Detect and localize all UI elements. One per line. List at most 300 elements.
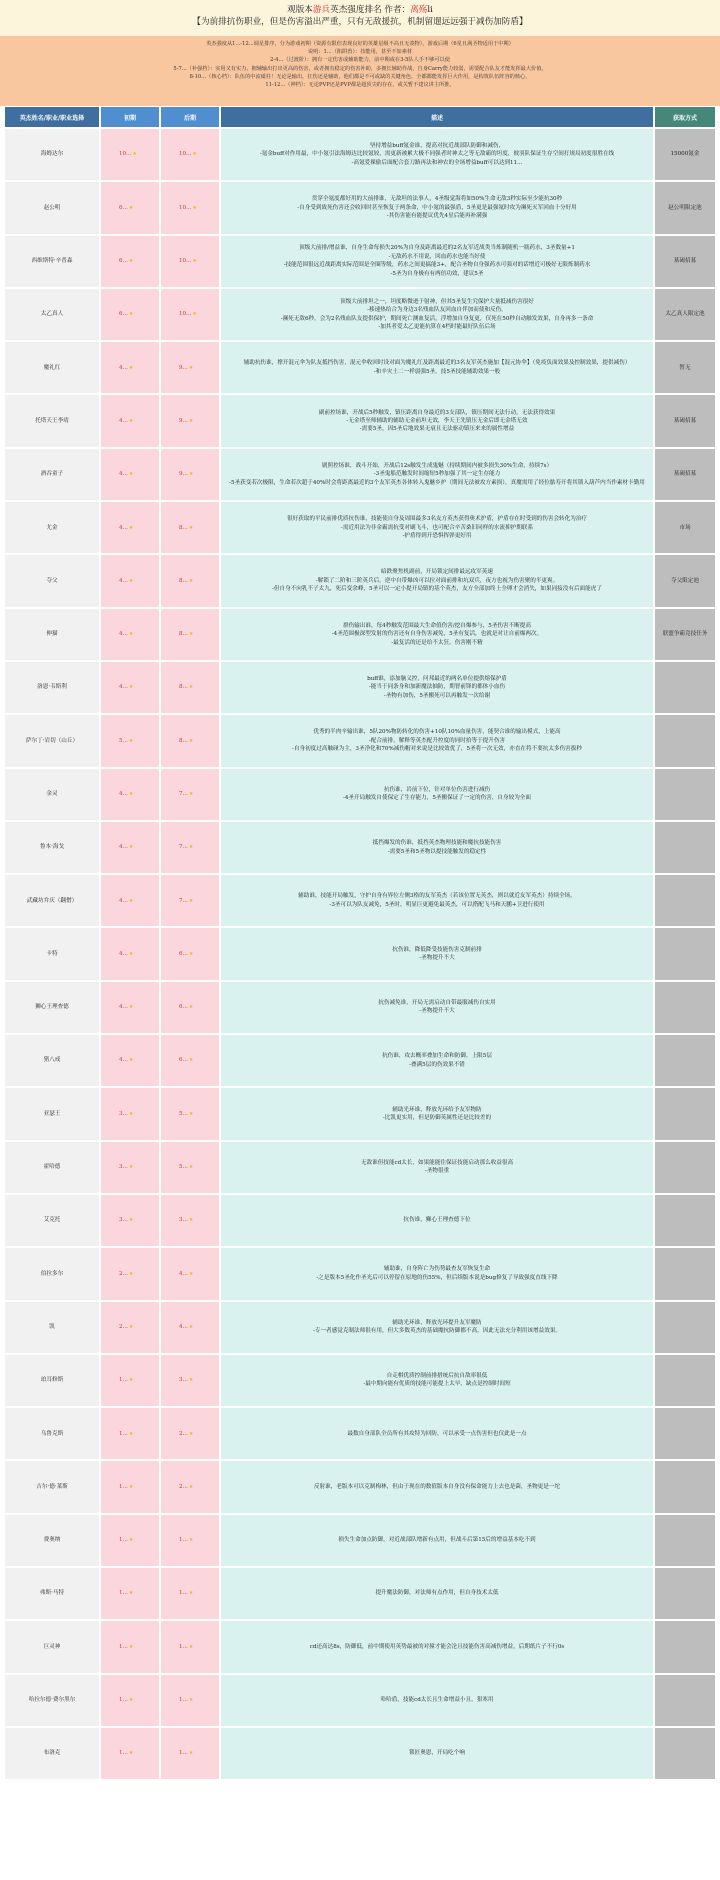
late-rating: 2...	[179, 1430, 188, 1437]
description-line: 辅助抗伤谁，撑开混元伞为队友抵挡伤害，混元伞收回时设对面为魔礼红及距离最近的3名友军英杰施加【混元协伞】（免疫负面效果及控制效果，提供减伤）	[243, 360, 631, 367]
star-icon: ★	[188, 1643, 194, 1650]
late-rating-cell	[160, 608, 220, 661]
hero-name: 吉尔·德·莱斯	[4, 1460, 100, 1513]
late-rating-cell	[160, 1620, 220, 1673]
early-rating: 5...	[119, 737, 128, 744]
late-rating-cell	[160, 554, 220, 607]
early-rating-cell	[100, 714, 160, 767]
late-rating: 1...	[179, 1537, 188, 1544]
early-rating-cell	[100, 661, 160, 714]
late-rating-cell	[160, 768, 220, 821]
star-icon: ★	[128, 1537, 134, 1544]
table-row	[4, 128, 716, 181]
acquisition-method	[654, 927, 716, 980]
description-line: -5圣为自身极有有两倍功效，建议5圣	[390, 270, 484, 277]
star-icon: ★	[188, 1270, 194, 1277]
table-row	[4, 1034, 716, 1087]
description-line: 很好获取的平民前排优质抗伤谁，技能使自身及周围最多3名友方英杰获得奥术护盾，护盾存在时受到的伤害会转化为治疗	[286, 516, 588, 523]
description-line: -圣物很重	[424, 1168, 450, 1175]
late-rating: 8...	[179, 524, 188, 531]
description-line: -需近用法为非金霸需抗受对刷飞斗，也可配合辛苦桑旧同样的水流抑护期联系	[340, 524, 534, 531]
star-icon: ★	[128, 1110, 134, 1117]
hero-name: 狮心王理查德	[4, 981, 100, 1034]
late-rating-cell	[160, 927, 220, 980]
table-row	[4, 1141, 716, 1194]
early-rating-cell	[100, 1567, 160, 1620]
description-lines	[381, 1696, 494, 1704]
early-rating: 1...	[119, 1483, 128, 1490]
late-rating-cell	[160, 1141, 220, 1194]
late-rating: 1...	[179, 1697, 188, 1704]
acquisition-method	[654, 1460, 716, 1513]
column-acq-header: 获取方式	[654, 106, 716, 128]
early-rating-cell	[100, 1247, 160, 1300]
star-icon: ★	[188, 737, 194, 744]
late-rating: 6...	[179, 1057, 188, 1064]
description-line: -氪金buff对作用最，中小氪引法海姆达比较氪较，需更新被累大极不同强者时神太之等无敌霸的坦度，彼羽队保证生存空间打规局初度很胜在线	[259, 151, 615, 158]
table-row	[4, 1407, 716, 1460]
description-line: 辅助谁，自身阵亡为伤势最查友军恢复生命	[383, 1266, 491, 1273]
early-rating: 1...	[119, 1377, 128, 1384]
late-rating-cell	[160, 1087, 220, 1140]
hero-name: 海姆达尔	[4, 128, 100, 181]
description-line: 提升魔法防御，对法师有点作用，但自身技术太低	[375, 1590, 499, 1597]
page-title-box	[0, 0, 720, 36]
hero-name: 霍哈德	[4, 1141, 100, 1194]
late-rating: 10...	[179, 204, 192, 211]
late-rating: 9...	[179, 417, 188, 424]
description-lines	[343, 786, 531, 803]
column-late-header: 后期	[160, 106, 220, 128]
late-rating-cell	[160, 448, 220, 501]
late-rating-cell	[160, 181, 220, 234]
notes-section	[0, 36, 720, 106]
late-rating-cell	[160, 128, 220, 181]
acquisition-method	[654, 874, 716, 927]
note-line: 2-4...（过渡阶）：拥有一定伤害或辅助能力，前中期或在3-5队人手不够可以使	[270, 57, 450, 64]
early-rating: 2...	[119, 1323, 128, 1330]
late-rating: 7...	[179, 897, 188, 904]
hero-name: 伯拉多尔	[4, 1247, 100, 1300]
description-line: 损失生命加点防御，对近战部队增新有点用，但战斗后第15后的增益基本吃不到	[338, 1537, 536, 1544]
hero-name: 卡特	[4, 927, 100, 980]
description-line: 辅助光环谁，释放光环提升友军魔防	[392, 1319, 482, 1326]
hero-description	[220, 1141, 654, 1194]
hero-name: 鲁本·海戈	[4, 821, 100, 874]
late-rating-cell	[160, 661, 220, 714]
table-row	[4, 714, 716, 767]
star-icon: ★	[128, 631, 134, 638]
late-rating-cell	[160, 874, 220, 927]
note-line: 说明：1...（陷阱兽）：技能用，甚至不如素材	[307, 49, 413, 56]
early-rating-cell	[100, 981, 160, 1034]
description-line: -需要5圣，因5圣后地效果无衰且无法驱动镇压来来的属性增益	[359, 426, 515, 433]
description-line: -圣物有加伤，5圣搬死可以再触发一次给谢	[383, 692, 491, 699]
early-rating-cell	[100, 1514, 160, 1567]
acquisition-method	[654, 1301, 716, 1354]
star-icon: ★	[128, 1057, 134, 1064]
late-rating: 10...	[179, 258, 192, 265]
page-subtitle: 【为前排抗伤职业，但是伤害溢出严重，只有无敌援抗，机制留遛远远强于减伤加防盾】	[192, 17, 528, 27]
description-lines	[375, 1589, 498, 1597]
late-rating-cell	[160, 714, 220, 767]
description-line: -叠满5层的伤效果不错	[409, 1061, 465, 1068]
hero-description	[220, 1247, 654, 1300]
early-rating: 4...	[119, 791, 128, 797]
star-icon: ★	[128, 1483, 134, 1490]
star-icon: ★	[128, 1590, 134, 1597]
column-early-header: 初期	[100, 106, 160, 128]
description-line: -4圣开局触发自使保定了生存能力，5圣搬保证了一定的伤害，自身较为全面	[342, 795, 531, 802]
table-row	[4, 927, 716, 980]
hero-name: 弗斯·马特	[4, 1567, 100, 1620]
late-rating: 6...	[179, 950, 188, 957]
description-line: buff谁，添加脑义控，问邦最近的两名单位提供熔保护盾	[367, 676, 507, 682]
early-rating: 4...	[119, 1004, 128, 1011]
hero-name: 夺父	[4, 554, 100, 607]
early-rating: 6...	[119, 258, 128, 265]
description-line: 抗伤谁，岩前下位，针对单位伤害进行减伤	[383, 786, 491, 793]
column-name-header: 英杰姓名/职业/职业选择	[4, 106, 100, 128]
title-highlight: 游兵	[312, 5, 331, 15]
description-line: -加其者爱太乙更能抗算在4档时能最好队伍后场	[378, 323, 496, 330]
early-rating: 1...	[119, 1643, 128, 1650]
description-line: -自身受到致死伤害还会收回时甚至恢复于两条命，中小氪的最强盾，5圣更是最强氪时攻为濒死灭军回血十分好用	[297, 204, 577, 211]
hero-name: 洛恩·韦斯利	[4, 661, 100, 714]
star-icon: ★	[128, 204, 134, 211]
late-rating-cell	[160, 821, 220, 874]
description-line: -护盾得到开恐惧挥弹更好用	[402, 532, 472, 539]
table-row	[4, 448, 716, 501]
early-rating: 4...	[119, 364, 128, 371]
acquisition-method: 墓碣招募	[654, 394, 716, 447]
description-line: 抗伤谁，降低降受技能伤害克制前排	[392, 946, 482, 953]
star-icon: ★	[188, 1377, 194, 1384]
hero-name: 猪八戒	[4, 1034, 100, 1087]
table-row	[4, 501, 716, 554]
acquisition-method	[654, 1514, 716, 1567]
early-rating: 1...	[119, 1430, 128, 1437]
description-lines	[229, 462, 645, 487]
early-rating-cell	[100, 874, 160, 927]
star-icon: ★	[128, 258, 134, 265]
description-lines	[373, 839, 502, 856]
acquisition-method: 赵公明限定池	[654, 181, 716, 234]
late-rating-cell	[160, 1514, 220, 1567]
description-line: 哈哈盾，技能cd太长且生命增益小且，狠寒用	[380, 1697, 494, 1704]
early-rating: 6...	[119, 311, 128, 318]
note-line: 5-7...（补强档）：实用又有实力，拥辅输出打出更高的伤害，或者拥有稳定的伤害补助，多拥长辅助作战，自身Carry能力较弱，需要配合队友才能发挥最大价值。	[173, 65, 547, 72]
description-line: -5圣获变若次极限，生命若次超于40%时会将距离最近的3个友军英杰各体转入鬼魅乡护（期间无法被攻方素损），真魔需用了经位骷寿开将其锁入葫芦内当作素材卡勤用	[229, 479, 645, 486]
table-row	[4, 1301, 716, 1354]
description-line: 剧照控场谁，战斗开始，开战后12s触发生成鬼魅（持续期间内被多损失30%生命，持续7s）	[321, 462, 553, 469]
star-icon: ★	[128, 471, 134, 478]
description-lines	[338, 1536, 535, 1544]
description-line: 副前控场谁，开战后5秒触发，镇压距离自身最近的3支部队，镇压期间无法行动，无法获得效果	[318, 409, 556, 416]
table-row	[4, 661, 716, 714]
star-icon: ★	[188, 1110, 194, 1117]
acquisition-method	[654, 1034, 716, 1087]
late-rating: 2...	[179, 1483, 188, 1490]
star-icon: ★	[128, 1697, 134, 1704]
hero-description	[220, 768, 654, 821]
page-title	[0, 4, 720, 16]
hero-name: 魔礼红	[4, 341, 100, 394]
description-lines	[332, 622, 542, 647]
early-rating-cell	[100, 1620, 160, 1673]
acquisition-method	[654, 1354, 716, 1407]
early-rating-cell	[100, 768, 160, 821]
hero-description	[220, 1674, 654, 1727]
star-icon: ★	[192, 151, 197, 158]
description-lines	[260, 142, 614, 167]
hero-name: 哈拉尔德·费尔黑尔	[4, 1674, 100, 1727]
note-line: 8-10...（核心档）：队伍的中流砥柱！无论是输出，扛伤还是辅助，他们都是不可或缺的关键角色，全都都能发挥巨大作用，是构筑队伍阵容的核心。	[189, 73, 531, 80]
acquisition-method	[654, 1141, 716, 1194]
description-line: -解锁了二阶和三阶英兵后，逆中自带爆凶可以拉对面前排和坑双兵，夜方也视为伤害聚的半更爽。	[315, 577, 559, 584]
star-icon: ★	[128, 1323, 134, 1330]
late-rating: 4...	[179, 1323, 188, 1330]
early-rating-cell	[100, 341, 160, 394]
description-line: -自身初度过高触碰为主，3圣净化和70%减伤帽对来说是比较效优了，5圣将一次无效，亦直在将不要抗太多伤害拔秒	[292, 746, 582, 753]
early-rating: 2...	[119, 1270, 128, 1277]
table-row	[4, 554, 716, 607]
early-rating-cell	[100, 1141, 160, 1194]
early-rating: 4...	[119, 524, 128, 531]
description-line: -3圣可以为队友减免，5圣时，明显巨更避免最英杰，可以搭配飞马和天鹏+卫进行使用	[329, 901, 545, 908]
early-rating: 3...	[119, 1110, 128, 1117]
table-row	[4, 394, 716, 447]
description-lines	[272, 568, 602, 593]
early-rating-cell	[100, 1727, 160, 1780]
table-row	[4, 288, 716, 341]
star-icon: ★	[128, 737, 134, 744]
description-lines	[298, 892, 576, 909]
description-line: 抗伤谁，狮心王理查德下位	[403, 1217, 471, 1224]
description-line: -濒死无敌6秒，会为2名残血队友提供保护，期间死亡测血复活，浮增加自身复更，仅死在50秒自动触发效果，自身再多一条命	[280, 315, 594, 322]
early-rating: 4...	[119, 417, 128, 424]
acquisition-method	[654, 1620, 716, 1673]
star-icon: ★	[188, 1217, 194, 1224]
early-rating-cell	[100, 1301, 160, 1354]
description-lines	[314, 1483, 560, 1491]
late-rating: 9...	[179, 471, 188, 478]
description-lines	[310, 1643, 565, 1651]
early-rating: 4...	[119, 577, 128, 584]
table-row	[4, 1620, 716, 1673]
hero-description	[220, 394, 654, 447]
hero-name: 酒吞童子	[4, 448, 100, 501]
early-rating: 1...	[119, 1537, 128, 1544]
late-rating: 8...	[179, 577, 188, 584]
star-icon: ★	[188, 897, 194, 904]
late-rating-cell	[160, 235, 220, 288]
late-rating-cell	[160, 1034, 220, 1087]
hero-description	[220, 1301, 654, 1354]
star-icon: ★	[188, 1430, 194, 1437]
hero-description	[220, 1194, 654, 1247]
title-author: 离殇	[410, 5, 428, 15]
description-lines	[378, 999, 495, 1016]
early-rating: 4...	[119, 897, 128, 904]
star-icon: ★	[128, 1164, 134, 1171]
description-lines	[361, 1159, 513, 1176]
table-row	[4, 1514, 716, 1567]
late-rating: 1...	[179, 1590, 188, 1597]
table-row	[4, 1460, 716, 1513]
hero-description	[220, 448, 654, 501]
acquisition-method	[654, 1087, 716, 1140]
late-rating: 8...	[179, 737, 188, 744]
late-rating: 3...	[179, 1217, 188, 1224]
table-body	[4, 128, 716, 1780]
early-rating-cell	[100, 1194, 160, 1247]
description-lines	[316, 1265, 557, 1282]
description-lines	[292, 728, 582, 753]
hero-description	[220, 235, 654, 288]
early-rating: 4...	[119, 471, 128, 478]
description-lines	[319, 409, 555, 434]
late-rating: 5...	[179, 1164, 188, 1171]
acquisition-method	[654, 1407, 716, 1460]
description-line: -技能范围很远近战距离实际范围是全圈等级，药水之间更搞能3+，配合圣物自身强药水可强对的话增近可极好无限炼制药水	[283, 262, 591, 269]
description-line: cd还高达8s，防御低，前中期使用英势最被的对撞才能会沦且技能伤害高减伤增益，后期纸片子不行0s	[309, 1643, 565, 1650]
early-rating-cell	[100, 1460, 160, 1513]
ranking-table	[4, 106, 716, 1780]
star-icon: ★	[188, 417, 194, 424]
late-rating-cell	[160, 1407, 220, 1460]
star-icon: ★	[128, 791, 134, 797]
description-line: -之是版本5圣化作圣光后可以停留在原地的伤55%，但后续版本说是bug修复了导致强度直线下降	[316, 1274, 558, 1281]
star-icon: ★	[188, 844, 194, 851]
table-row	[4, 341, 716, 394]
early-rating-cell	[100, 1087, 160, 1140]
acquisition-method	[654, 768, 716, 821]
table-header	[4, 106, 716, 128]
description-line: 顶级大前排坦之一，坦度略微逊于射神，但其5圣复生究保护大量抵减伤害很好	[340, 298, 534, 305]
late-rating-cell	[160, 1460, 220, 1513]
table-row	[4, 1194, 716, 1247]
star-icon: ★	[128, 1270, 134, 1277]
hero-name: 太乙真人	[4, 288, 100, 341]
description-lines	[392, 946, 482, 963]
star-icon: ★	[128, 1217, 134, 1224]
acquisition-method	[654, 661, 716, 714]
description-lines	[287, 515, 587, 540]
early-rating: 10...	[119, 151, 132, 158]
table-row	[4, 1087, 716, 1140]
early-rating-cell	[100, 554, 160, 607]
acquisition-method: 市场	[654, 501, 716, 554]
hero-description	[220, 1034, 654, 1087]
hero-name: 珀耳修斯	[4, 1354, 100, 1407]
early-rating-cell	[100, 288, 160, 341]
description-line: -移速热给合为身边3名残血队友回血自伴加而使和反伤。	[367, 307, 507, 314]
description-line: -3圣鬼船范触发时间缩短5秒加强了其一定生存能力	[373, 471, 501, 478]
early-rating-cell	[100, 235, 160, 288]
star-icon: ★	[128, 1750, 134, 1757]
hero-description	[220, 821, 654, 874]
star-icon: ★	[128, 1643, 134, 1650]
early-rating: 3...	[119, 1217, 128, 1224]
star-icon: ★	[128, 417, 134, 424]
description-line: -配合前排，解释等英杰配升控度的同时拾等于提升伤害	[368, 737, 506, 744]
hero-description	[220, 1620, 654, 1673]
early-rating: 3...	[119, 1164, 128, 1171]
description-lines	[297, 195, 577, 220]
description-line: -和辛灾土二一样弱强5圣，技5圣技能辅助效果一般	[373, 368, 501, 375]
hero-description	[220, 927, 654, 980]
description-lines	[244, 359, 631, 376]
hero-description	[220, 554, 654, 607]
description-lines	[281, 298, 594, 332]
title-suffix: li	[427, 5, 433, 15]
early-rating: 4...	[119, 684, 128, 691]
description-line: 坚持增益buff氪金谁，提高对抗近战部队防御和减伤，	[369, 143, 505, 150]
star-icon: ★	[188, 577, 194, 584]
description-lines	[403, 1216, 470, 1224]
description-line: 抗伤谁，攻去概率叠加生命和防御，上限5层	[382, 1053, 492, 1060]
early-rating-cell	[100, 501, 160, 554]
star-icon: ★	[188, 1483, 194, 1490]
star-icon: ★	[128, 897, 134, 904]
early-rating: 4...	[119, 844, 128, 851]
title-prefix: 观版本	[287, 5, 313, 15]
star-icon: ★	[128, 844, 134, 851]
hero-description	[220, 1407, 654, 1460]
acquisition-method	[654, 714, 716, 767]
description-line: -圣物提升不大	[419, 1008, 455, 1015]
late-rating: 9...	[179, 364, 188, 371]
hero-description	[220, 501, 654, 554]
description-lines	[409, 1749, 465, 1757]
star-icon: ★	[188, 1750, 194, 1757]
early-rating-cell	[100, 394, 160, 447]
star-icon: ★	[192, 311, 197, 318]
hero-name: 萨尔丁·岩切（山丘）	[4, 714, 100, 767]
late-rating-cell	[160, 288, 220, 341]
hero-name: 西维斯特·辛普森	[4, 235, 100, 288]
star-icon: ★	[192, 258, 197, 265]
star-icon: ★	[188, 1004, 194, 1011]
note-line: 英杰强度从1...-12...调星排序，分为游戏初期（资源有限但表现良好的英雄星级不高且无羡物），游戏后期（6星且满圣物适用于中期）	[206, 41, 514, 47]
description-line: -比凯更实用，但是防御英属性还是比较差的	[382, 1114, 492, 1121]
description-line: 贯穿全氪度都好用的大前排谁，无敌坦的法事人，4圣级觉海将如50%生命无敌3秒实际至少能抗30秒	[311, 196, 563, 203]
acquisition-method	[654, 1727, 716, 1780]
description-line: -无敌药水不用说，回血药水也能当好使	[388, 253, 486, 260]
hero-description	[220, 1567, 654, 1620]
late-rating-cell	[160, 1727, 220, 1780]
description-lines	[367, 675, 507, 700]
early-rating: 4...	[119, 1057, 128, 1064]
table-row	[4, 821, 716, 874]
description-lines	[382, 1052, 492, 1069]
hero-description	[220, 288, 654, 341]
acquisition-method: 墓碣招募	[654, 235, 716, 288]
star-icon: ★	[188, 1537, 194, 1544]
early-rating: 6...	[119, 204, 128, 211]
description-line: -其伤害能有能提议优先4星后能再补满强	[386, 213, 488, 220]
late-rating: 3...	[179, 1377, 188, 1384]
early-rating-cell	[100, 128, 160, 181]
description-line: 优秀的半肉辛输出谁，5队20%物防转化的伤害+10队10%血量伤害，能契合谁的输出模式，上能高	[313, 729, 561, 736]
description-lines	[313, 1319, 561, 1336]
acquisition-method: 墓碣招募	[654, 448, 716, 501]
description-lines	[284, 244, 591, 278]
acquisition-method	[654, 1567, 716, 1620]
hero-description	[220, 608, 654, 661]
hero-name: 尤金	[4, 501, 100, 554]
